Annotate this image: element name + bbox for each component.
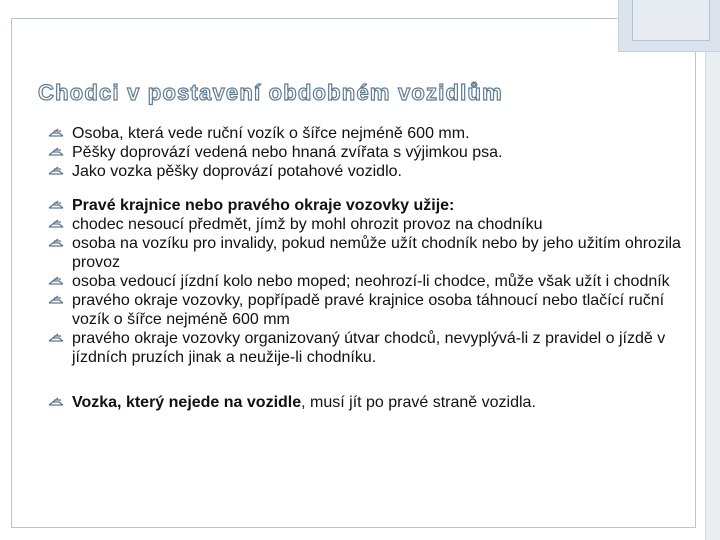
list-item-text: osoba vedoucí jízdní kolo nebo moped; neohrozí-li chodce, může však užít i chodník: [72, 273, 670, 290]
list-item: [48, 329, 688, 367]
side-strip-decoration: [705, 52, 720, 540]
feather-arrow-icon: [48, 163, 64, 179]
corner-decoration: [618, 0, 720, 52]
list-item: [48, 272, 688, 291]
list-item: [48, 124, 688, 143]
list-item-text: chodec nesoucí předmět, jímž by mohl ohrozit provoz na chodníku: [72, 216, 543, 233]
list-item-bold-text: Vozka, který nejede na vozidle: [72, 394, 302, 411]
list-item: [48, 234, 688, 272]
corner-decoration-inner: [632, 0, 710, 41]
spacer: [48, 181, 688, 196]
feather-arrow-icon: [48, 197, 64, 213]
list-item: [48, 162, 688, 181]
bullet-list: [48, 124, 688, 412]
list-item-text: Jako vozka pěšky doprovází potahové vozidlo.: [72, 163, 402, 180]
feather-arrow-icon: [48, 216, 64, 232]
list-heading-text: Pravé krajnice nebo pravého okraje vozovky užije:: [72, 197, 455, 214]
list-item-text: , musí jít po pravé straně vozidla.: [301, 394, 536, 411]
feather-arrow-icon: [48, 273, 64, 289]
slide-title: Chodci v postavení obdobném vozidlům: [38, 80, 503, 105]
feather-arrow-icon: [48, 330, 64, 346]
list-item-text: pravého okraje vozovky, popřípadě pravé krajnice osoba táhnoucí nebo tlačící ruční vozík o šířce nejméně 600 mm: [72, 292, 665, 328]
feather-arrow-icon: [48, 125, 64, 141]
feather-arrow-icon: [48, 235, 64, 251]
list-item-text: osoba na vozíku pro invalidy, pokud nemůže užít chodník nebo by jeho užitím ohrozila provoz: [72, 235, 681, 271]
feather-arrow-icon: [48, 394, 64, 410]
list-item: [48, 291, 688, 329]
list-item: [48, 215, 688, 234]
spacer: [48, 367, 688, 393]
list-heading: [48, 196, 688, 215]
list-item-text: Pěšky doprovází vedená nebo hnaná zvířata s výjimkou psa.: [72, 144, 503, 161]
feather-arrow-icon: [48, 292, 64, 308]
list-item-text: pravého okraje vozovky organizovaný útvar chodců, nevyplývá-li z pravidel o jízdě v jízdních pruzích jinak a neužije-li chodníku.: [72, 330, 666, 366]
list-item: [48, 393, 688, 412]
list-item: [48, 143, 688, 162]
list-item-text: Osoba, která vede ruční vozík o šířce nejméně 600 mm.: [72, 125, 470, 142]
feather-arrow-icon: [48, 144, 64, 160]
